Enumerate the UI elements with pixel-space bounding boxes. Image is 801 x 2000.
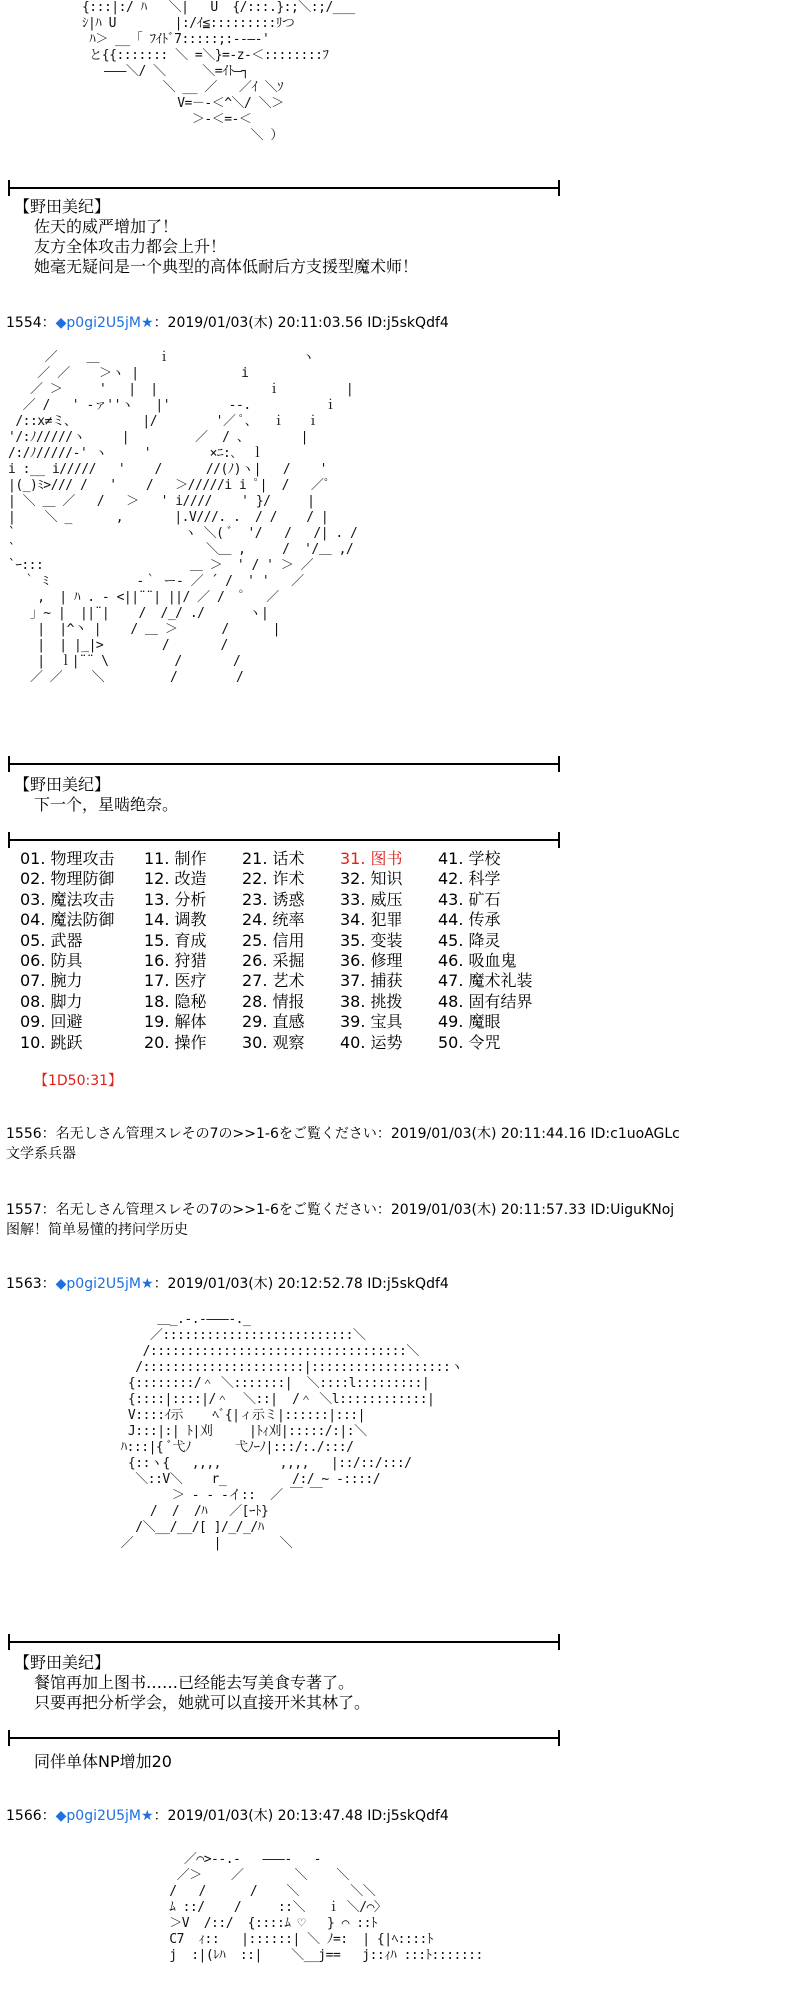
- skill-item: 30. 观察: [242, 1032, 305, 1052]
- dialogue-line: 餐馆再加上图书……已经能去写美食专著了。: [34, 1673, 355, 1692]
- dialogue-line: 她毫无疑问是一个典型的高体低耐后方支援型魔术师！: [34, 257, 419, 276]
- skill-item: 44. 传承: [438, 910, 501, 930]
- skill-item: 12. 改造: [144, 869, 207, 889]
- divider: [8, 763, 560, 765]
- skill-item: 24. 统率: [242, 910, 305, 930]
- skill-item: 05. 武器: [20, 930, 83, 950]
- skill-item: 43. 矿石: [438, 889, 501, 909]
- dice-result: 【1D50:31】: [34, 1073, 123, 1089]
- skill-item: 18. 隐秘: [144, 991, 207, 1011]
- post-number: 1554：: [6, 315, 56, 331]
- np-note: 同伴单体NP增加20: [34, 1752, 172, 1771]
- skill-item: 10. 跳跃: [20, 1032, 83, 1052]
- divider: [8, 1641, 560, 1643]
- ascii-art-4: ／⌒>‐-.- ―――- - ／＞ ／ ＼ ＼ / / / ＼ ＼＼ ﾑ ::/ / ::＼ ｉ ＼/⌒〉 ＞V /::/ {::::ﾑ ♡ } ⌒ ::ﾄ C7 ｨ:: |::::::| ＼ ﾉ=: | {|ﾍ::::ﾄ j :|(ﾚﾊ ::| ＼__j== j::ｨﾊ :::ﾄ:::::::: [169, 1852, 483, 1963]
- ascii-art-1: {:::|:/ ﾊ ＼| U {/:::.}:;＼:;/___ ｼ|ﾊ U |:/ｲ≦:::::::::ﾘつ ﾊ＞ __「 ﾌｲﾄﾞ7:::::;:‐-―‐' と{{::::::: ＼ =＼}=-z-＜::::::::ﾌ ―――＼/ ＼ ＼=ｲﾄ―┐ ＼ __ ／ ／ｲ ＼ｿ V=－‐＜^＼/ ＼＞ ＞-＜=-＜ ＼ ）: [81, 0, 355, 143]
- skill-item: 37. 捕获: [340, 971, 403, 991]
- divider: [8, 1737, 560, 1739]
- post-body: 文学系兵器: [6, 1146, 76, 1162]
- post-header: [6, 1807, 449, 1825]
- skill-item: 36. 修理: [340, 951, 403, 971]
- skill-item: 16. 狩猎: [144, 951, 207, 971]
- skill-item: 15. 育成: [144, 930, 207, 950]
- skill-item: 35. 变装: [340, 930, 403, 950]
- skill-item: 14. 调教: [144, 910, 207, 930]
- skill-item: 48. 固有结界: [438, 991, 533, 1011]
- post-header: [6, 1275, 449, 1293]
- skill-item: 21. 话术: [242, 849, 305, 868]
- post-info: ：2019/01/03(木) 20:13:47.48 ID:j5skQdf4: [153, 1808, 449, 1824]
- skill-item: 01. 物理攻击: [20, 849, 115, 868]
- skill-item: 49. 魔眼: [438, 1012, 501, 1032]
- skill-item: 34. 犯罪: [340, 910, 403, 930]
- skill-item: 33. 威压: [340, 889, 403, 909]
- skill-item: 13. 分析: [144, 889, 207, 909]
- dialogue-line: 只要再把分析学会，她就可以直接开米其林了。: [34, 1693, 371, 1712]
- post-body: 图解！简单易懂的拷问学历史: [6, 1222, 188, 1238]
- post-header: 1556：名无しさん管理スレその7の>>1-6をご覧ください：2019/01/03(木) 20:11:44.16 ID:c1uoAGLc: [6, 1126, 680, 1142]
- poster-trip[interactable]: ◆p0gi2U5jM★: [55, 1808, 154, 1824]
- skill-item: 46. 吸血鬼: [438, 951, 517, 971]
- speaker-name: 【野田美纪】: [14, 1653, 111, 1672]
- speaker-name: 【野田美纪】: [14, 775, 111, 794]
- poster-trip[interactable]: ◆p0gi2U5jM★: [55, 315, 154, 331]
- speaker-name: 【野田美纪】: [14, 197, 111, 216]
- skill-item: 25. 信用: [242, 930, 305, 950]
- post-header: [6, 314, 449, 332]
- skill-item: 08. 脚力: [20, 991, 83, 1011]
- skill-item: 09. 回避: [20, 1012, 83, 1032]
- post-number: 1566：: [6, 1808, 56, 1824]
- skill-item: 45. 降灵: [438, 930, 501, 950]
- dialogue-line: 友方全体攻击力都会上升！: [34, 237, 227, 256]
- skill-item: 47. 魔术礼装: [438, 971, 533, 991]
- skill-item: 28. 情报: [242, 991, 305, 1011]
- skill-item: 23. 诱惑: [242, 889, 305, 909]
- skill-item: 17. 医疗: [144, 971, 207, 991]
- post-header: 1557：名无しさん管理スレその7の>>1-6をご覧ください：2019/01/03(木) 20:11:57.33 ID:UiguKNoj: [6, 1202, 675, 1218]
- divider: [8, 839, 560, 841]
- skill-item-selected: 31. 图书: [340, 849, 403, 868]
- skill-item: 39. 宝具: [340, 1012, 403, 1032]
- skill-item: 03. 魔法攻击: [20, 889, 115, 909]
- skill-item: 38. 挑拨: [340, 991, 403, 1011]
- skill-item: 20. 操作: [144, 1032, 207, 1052]
- skill-item: 04. 魔法防御: [20, 910, 115, 930]
- ascii-art-3: ＿_.-.-―――-._ ／::::::::::::::::::::::::::＼ /:::::::::::::::::::::::::::::::::::＼ /::::::::::::::::::::::|:::::::::::::::::::ヽ {::::::::/＾ ＼:::::::| ＼::::l:::::::::| {::::|::::|/＾ ＼::| /＾ ＼l::::::::::::| V::::ｲ示 ﾍﾞ{|ィ示ミ|::::::|:::| J:::|:| ﾄ|刈 |ﾄｨ刈|:::::/:|:＼ ﾊ:::|{ ﾞ弋ﾉ 弋ﾉｰﾉ|:::/:./:::/ {::ヽ{ ,,,, ,,,, |::/::/:::/ ＼::V＼ r_ /:/ ~ ‐::::/ ＞ ‐ - -イ:: ／ ￣ ￣ / / /ﾊ ／[ｰﾄ} /＼__/__/[ ]/_/_/ﾊ ／ | ＼: [120, 1312, 463, 1551]
- skill-item: 32. 知识: [340, 869, 403, 889]
- ascii-art-2: ／ ＿ ｉ ヽ ／ ／ ＞ヽ | i ／ ＞ ' | | ｉ | ／ / ' ‐ァ''ヽ |' ‐-. ｉ /::x≠ミ、 |/ '／ ﾟ、 ｉ ｉ '/:ﾉ/////ヽ | ／ / 、 | /:/ﾉ/////‐' ヽ ' ×ﾆ:､ ｌ i :__ i///// ' / //(ﾉ)ヽ| / ' |(_)ﾐ>/// / ' / ＞/////i i ﾟ| / ／ﾟ | ＼ ＿ ／ / ＞ ' i//// ' }/ | | ＼ _ , |.V///. . / / / | ` ヽ ＼( ﾞ '/ / /| . / ` ＼＿ , / '/＿ ,/ `ｰ::: ＿ ＞ ' / ' ＞ ／ ｀ ﾐ ‐｀ ー- ／ ´ / ' ' ／ , | ﾊ . - <||¨¨| ||/ ／ / ゜ ／ ｣ ~ | ||¨| / /_/ ./ ヽ| | |^丶 | / ＿ ＞ / | | | |_|> / / | ｌ|¨¨ \ / / ／ ／ ＼ / /: [8, 350, 358, 685]
- skill-item: 19. 解体: [144, 1012, 207, 1032]
- post-number: 1563：: [6, 1276, 56, 1292]
- skill-item: 22. 诈术: [242, 869, 305, 889]
- dialogue-line: 下一个，星啮绝奈。: [34, 795, 179, 814]
- skill-item: 11. 制作: [144, 849, 207, 868]
- skill-item: 42. 科学: [438, 869, 501, 889]
- skill-item: 40. 运势: [340, 1032, 403, 1052]
- skill-item: 26. 采掘: [242, 951, 305, 971]
- skill-item: 02. 物理防御: [20, 869, 115, 889]
- post-info: ：2019/01/03(木) 20:12:52.78 ID:j5skQdf4: [153, 1276, 449, 1292]
- skill-item: 41. 学校: [438, 849, 501, 868]
- poster-trip[interactable]: ◆p0gi2U5jM★: [55, 1276, 154, 1292]
- skill-item: 07. 腕力: [20, 971, 83, 991]
- skill-table: [20, 849, 548, 1053]
- skill-item: 50. 令咒: [438, 1032, 501, 1052]
- dialogue-line: 佐天的威严增加了！: [34, 217, 179, 236]
- skill-item: 29. 直感: [242, 1012, 305, 1032]
- skill-item: 27. 艺术: [242, 971, 305, 991]
- skill-item: 06. 防具: [20, 951, 83, 971]
- divider: [8, 187, 560, 189]
- post-info: ：2019/01/03(木) 20:11:03.56 ID:j5skQdf4: [153, 315, 449, 331]
